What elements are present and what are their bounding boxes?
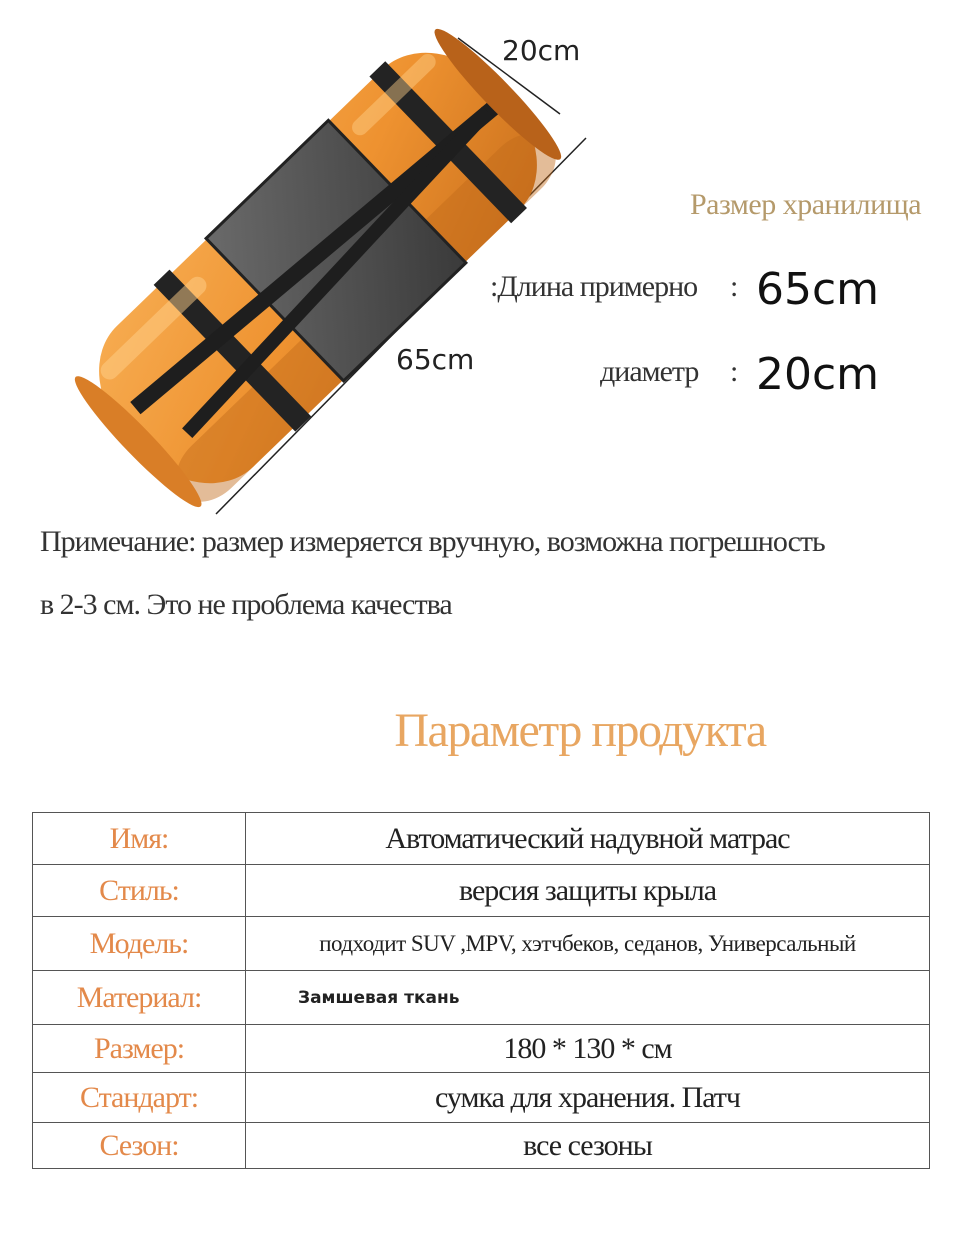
param-key: Материал: (33, 971, 246, 1025)
product-image (0, 0, 960, 520)
table-row (33, 865, 930, 917)
param-value: все сезоны (246, 1123, 930, 1169)
table-row (33, 971, 930, 1025)
table-row (33, 1073, 930, 1123)
length-colon: : (730, 270, 739, 303)
param-key: Имя: (33, 813, 246, 865)
param-key: Модель: (33, 917, 246, 971)
param-value: версия защиты крыла (246, 865, 930, 917)
diameter-label: диаметр (600, 355, 699, 388)
product-params-title: Параметр продукта (394, 704, 766, 757)
params-table (32, 812, 930, 1169)
storage-size-title: Размер хранилища (690, 188, 922, 221)
diameter-colon: : (730, 355, 739, 388)
param-value: Автоматический надувной матрас (246, 813, 930, 865)
note-line-1: Примечание: размер измеряется вручную, возможна погрешность (40, 525, 825, 558)
length-dimension-label: 65cm (396, 343, 475, 376)
table-row (33, 813, 930, 865)
param-value: 180 * 130 * см (246, 1025, 930, 1073)
param-key: Размер: (33, 1025, 246, 1073)
table-row (33, 1123, 930, 1169)
param-key: Сезон: (33, 1123, 246, 1169)
length-value: 65cm (756, 264, 880, 315)
diameter-value: 20cm (756, 349, 880, 400)
rolled-bag (57, 11, 579, 520)
width-dimension-label: 20cm (502, 34, 581, 67)
note-line-2: в 2-3 см. Это не проблема качества (40, 588, 452, 621)
param-value: подходит SUV ,MPV, хэтчбеков, седанов, Универсальный (246, 917, 930, 971)
length-label: :Длина примерно (490, 270, 698, 303)
table-row (33, 917, 930, 971)
param-key: Стиль: (33, 865, 246, 917)
param-value: сумка для хранения. Патч (246, 1073, 930, 1123)
param-key: Стандарт: (33, 1073, 246, 1123)
table-row (33, 1025, 930, 1073)
param-value: Замшевая ткань (246, 971, 930, 1025)
